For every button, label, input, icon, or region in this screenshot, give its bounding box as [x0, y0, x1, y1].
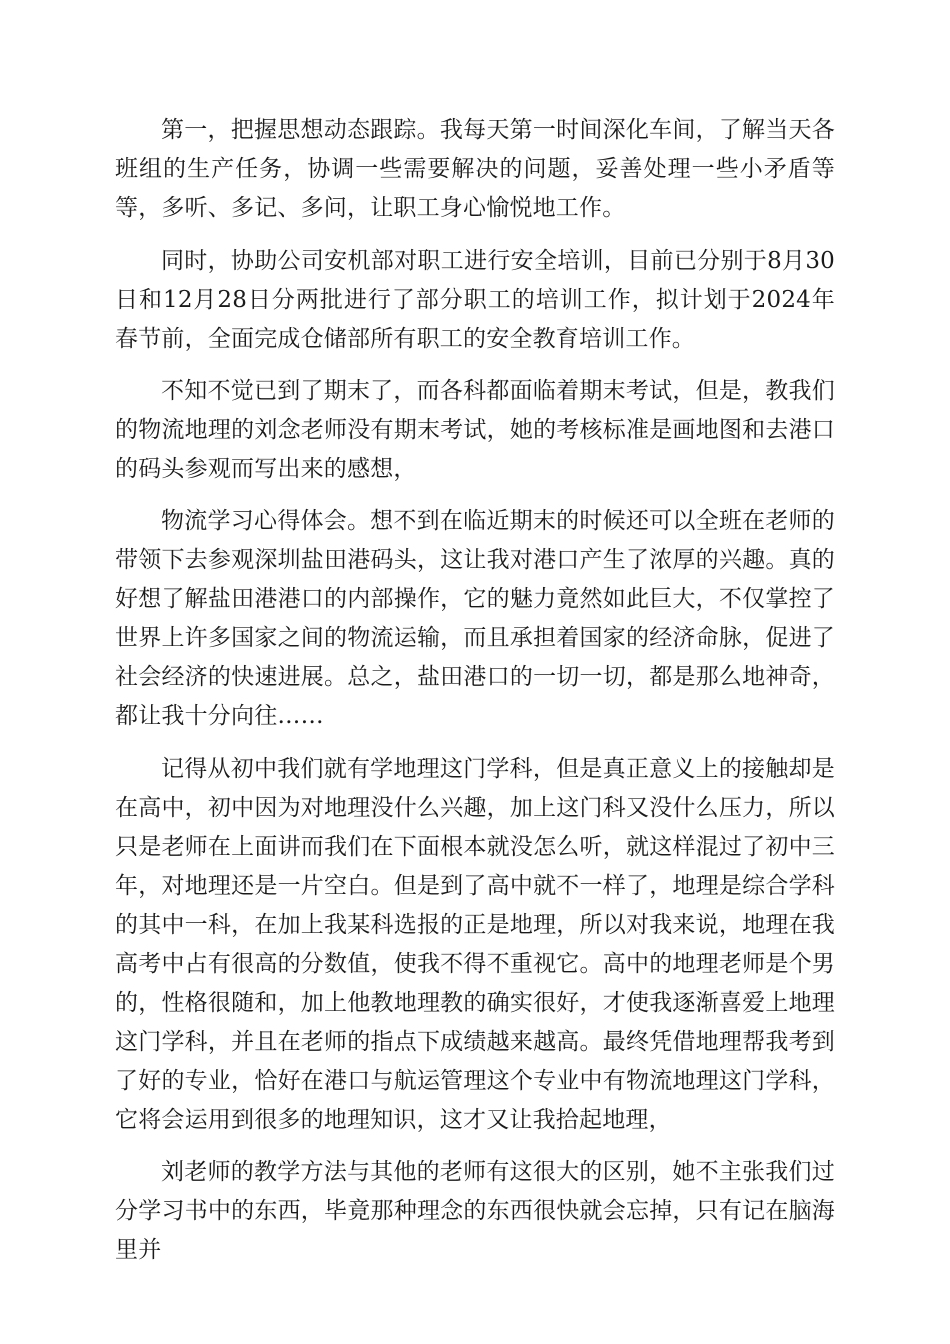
paragraph-geography-history: 记得从初中我们就有学地理这门学科，但是真正意义上的接触却是在高中，初中因为对地理没什么兴趣，加上这门科又没什么压力，所以只是老师在上面讲而我们在下面根本就没怎么听，就这样混过了初中三年，对地理还是一片空白。但是到了高中就不一样了，地理是综合学科的其中一科，在加上我某科选报的正是地理，所以对我来说，地理在我高考中占有很高的分数值，使我不得不重视它。高中的地理老师是个男的，性格很随和，加上他教地理教的确实很好，才使我逐渐喜爱上地理这门学科，并且在老师的指点下成绩越来越高。最终凭借地理帮我考到了好的专业，恰好在港口与航运管理这个专业中有物流地理这门学科，它将会运用到很多的地理知识，这才又让我拾起地理，: [115, 756, 835, 1133]
paragraph-thought-tracking: 第一，把握思想动态跟踪。我每天第一时间深化车间，了解当天各班组的生产任务，协调一些需要解决的问题，妥善处理一些小矛盾等等，多听、多记、多问，让职工身心愉悦地工作。: [115, 117, 835, 221]
paragraph-safety-training: 同时，协助公司安机部对职工进行安全培训，目前已分别于8月30日和12月28日分两批进行了部分职工的培训工作，拟计划于2024年春节前，全面完成仓储部所有职工的安全教育培训工作。: [115, 248, 835, 352]
paragraph-port-visit: 物流学习心得体会。想不到在临近期末的时候还可以全班在老师的带领下去参观深圳盐田港码头，这让我对港口产生了浓厚的兴趣。真的好想了解盐田港港口的内部操作，它的魅力竟然如此巨大，不仅掌控了世界上许多国家之间的物流运输，而且承担着国家的经济命脉，促进了社会经济的快速进展。总之，盐田港口的一切一切，都是那么地神奇，都让我十分向往……: [115, 508, 835, 729]
paragraph-final-exam: 不知不觉已到了期末了，而各科都面临着期末考试，但是，教我们的物流地理的刘念老师没有期末考试，她的考核标准是画地图和去港口的码头参观而写出来的感想，: [115, 378, 835, 482]
paragraph-teaching-method: 刘老师的教学方法与其他的老师有这很大的区别，她不主张我们过分学习书中的东西，毕竟那种理念的东西很快就会忘掉，只有记在脑海里并: [115, 1159, 835, 1263]
